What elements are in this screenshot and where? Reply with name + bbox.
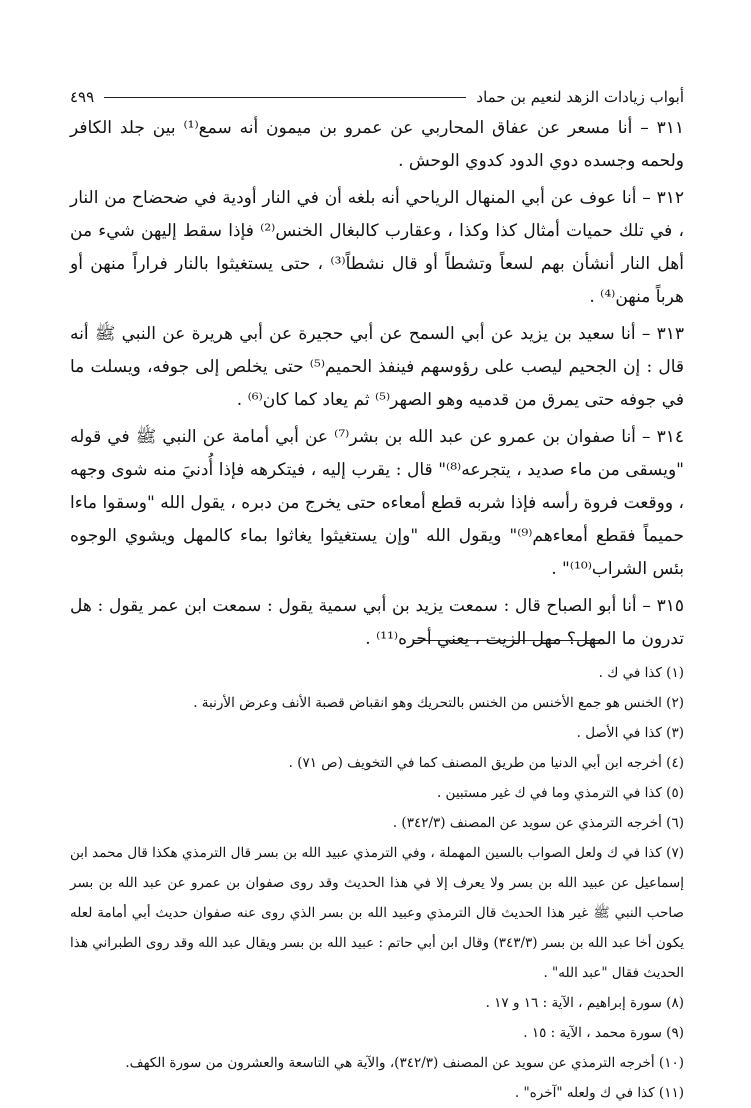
footnote-8: (٨) سورة إبراهيم ، الآية : ١٦ و ١٧ .: [485, 995, 684, 1011]
header-title: أبواب زيادات الزهد لنعيم بن حماد: [476, 88, 684, 106]
paragraph-315: ٣١٥ – أنا أبو الصباح قال : سمعت يزيد بن أبي سمية يقول : سمعت ابن عمر يقول : هل تدرون ما المهل؟ مهل الزيت ، يعني أحره⁽¹¹⁾ .: [70, 596, 684, 649]
paragraph-313: ٣١٣ – أنا سعيد بن يزيد عن أبي السمح عن أبي حجيرة عن أبي هريرة عن النبي ﷺ أنه قال : إن الجحيم ليصب على رؤوسهم فينفذ الحميم⁽⁵⁾ حتى يخلص إلى جوفه، ويسلت ما في جوفه حتى يمرق من قدميه وهو الصهر⁽⁵⁾ ثم يعاد كما كان⁽⁶⁾ .: [70, 324, 685, 410]
paragraph-312: ٣١٢ – أنا عوف عن أبي المنهال الرياحي أنه بلغه أن في النار أودية في ضحضاح من النار ، في تلك حميات أمثال كذا وكذا ، وعقارب كالبغال الخنس⁽²⁾ فإذا سقط إليهن شيء من أهل النار أنشأن بهم لسعاً وتشطاً أو قال نشطاً⁽³⁾ ، حتى يستغيثوا بالنار فراراً منهن أو هرباً منهن⁽⁴⁾ .: [70, 188, 685, 307]
footnote-9: (٩) سورة محمد ، الآية : ١٥ .: [523, 1025, 684, 1041]
footnote-5: (٥) كذا في الترمذي وما في ك غير مستبين .: [436, 785, 684, 801]
footnote-10: (١٠) أخرجه الترمذي عن سويد عن المصنف (٣٤٢/٣)، والآية هي التاسعة والعشرون من سورة الكهف.: [125, 1055, 684, 1071]
footnotes: [70, 658, 684, 1108]
running-header: [70, 84, 684, 110]
footnote-separator: [414, 640, 604, 641]
footnote-11: (١١) كذا في ك ولعله "آخره" .: [514, 1085, 684, 1101]
footnote-6: (٦) أخرجه الترمذي عن سويد عن المصنف (٣٤٢/٣) .: [392, 815, 684, 831]
footnote-2: (٢) الخنس هو جمع الأخنس من الخنس بالتحريك وهو انقباض قصبة الأنف وعرض الأرنبة .: [193, 695, 684, 711]
footnote-1: (١) كذا في ك .: [598, 665, 684, 681]
footnote-4: (٤) أخرجه ابن أبي الدنيا من طريق المصنف كما في التخويف (ص ٧١) .: [288, 755, 684, 771]
header-rule: [104, 97, 466, 98]
footnote-3: (٣) كذا في الأصل .: [576, 725, 684, 741]
main-text: [70, 112, 684, 660]
page-number: ٤٩٩: [70, 88, 95, 106]
paragraph-311: ٣١١ – أنا مسعر عن عفاق المحاربي عن عمرو بن ميمون أنه سمع⁽¹⁾ بين جلد الكافر ولحمه وجسده دوي الدود كدوي الوحش .: [70, 118, 684, 171]
footnote-7: (٧) كذا في ك ولعل الصواب بالسين المهملة ، وفي الترمذي عبيد الله بن بسر قال الترمذي هكذا قال محمد ابن إسماعيل عن عبيد الله بن بسر ولا يعرف إلا في هذا الحديث وقد روى صفوان بن عمرو عن عبد الله بن بسر صاحب النبي ﷺ غير هذا الحديث قال الترمذي وعبيد الله بن بسر الذي روى عنه صفوان حديث أبي أمامة لعله يكون أخا عبد الله بن بسر (٣٤٣/٣) وقال ابن أبي حاتم : عبيد الله بن بسر ويقال عبد الله وقد روى الطبراني هذا الحديث فقال "عبد الله" .: [70, 845, 684, 981]
paragraph-314: ٣١٤ – أنا صفوان بن عمرو عن عبد الله بن بشر⁽⁷⁾ عن أبي أمامة عن النبي ﷺ في قوله "ويسقى من ماء صديد ، يتجرعه⁽⁸⁾" قال : يقرب إليه ، فيتكرهه فإذا أُدنيَ منه شوى وجهه ، ووقعت فروة رأسه فإذا شربه قطع أمعاءه حتى يخرج من دبره ، يقول الله "وسقوا ماءا حميماً فقطع أمعاءهم⁽⁹⁾" ويقول الله "وإن يستغيثوا يغاثوا بماء كالمهل ويشوي الوجوه بئس الشراب⁽¹⁰⁾" .: [70, 427, 684, 579]
